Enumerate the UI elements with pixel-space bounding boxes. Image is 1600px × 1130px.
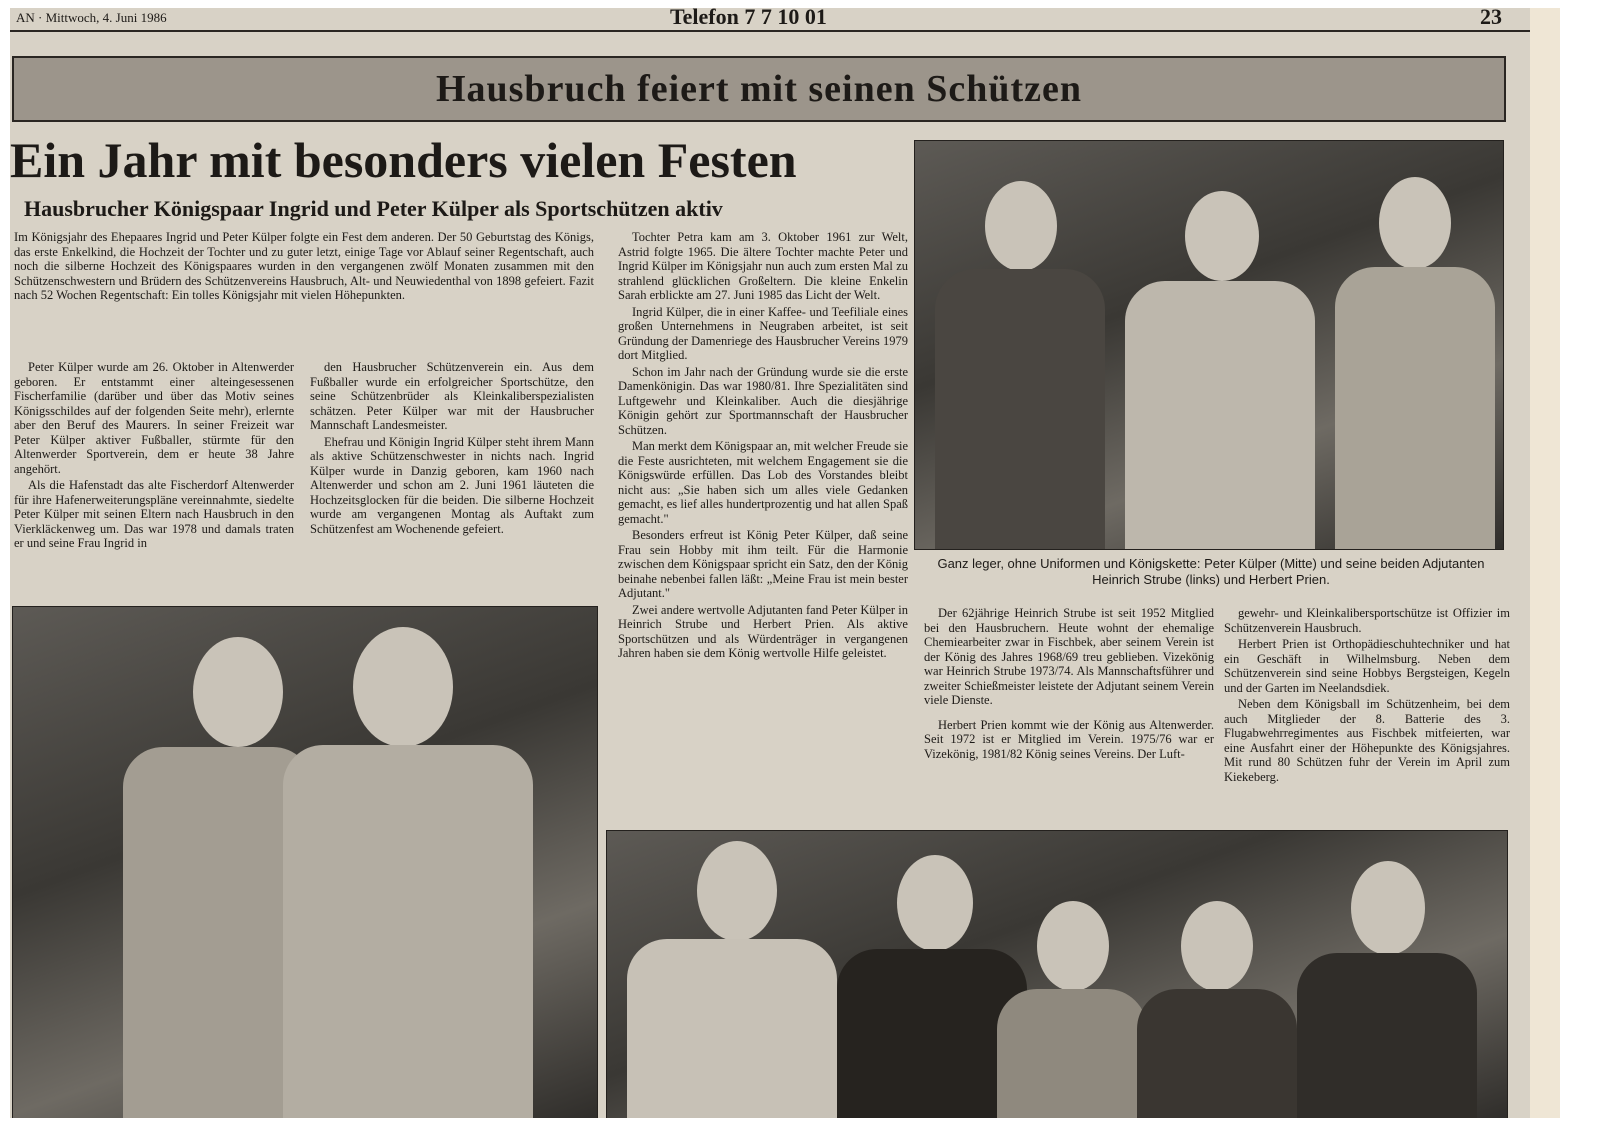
person-figure <box>1125 191 1315 549</box>
paragraph: gewehr- und Kleinkalibersportschütze ist Offizier im Schützenverein Hausbruch. <box>1224 606 1510 635</box>
photo-royal-couple <box>12 606 598 1118</box>
text-column-1 <box>14 360 294 590</box>
paragraph: Herbert Prien kommt wie der König aus Altenwerder. Seit 1972 ist er Mitglied im Verein. 1975/76 war er Vizekönig, 1981/82 König seines Vereins. Der Luft- <box>924 717 1214 761</box>
paper-edge <box>1530 8 1560 1118</box>
person-figure <box>1297 861 1477 1118</box>
person-figure <box>1335 177 1495 549</box>
paragraph: Als die Hafenstadt das alte Fischerdorf Altenwerder für ihre Hafenerweiterungspläne vereinnahmte, siedelte Peter Külper mit seinen Eltern nach Hausbruch in den Vierkläckenweg um. Das war 1978 und damals traten er und seine Frau Ingrid in <box>14 478 294 550</box>
person-figure <box>997 901 1147 1118</box>
section-banner: Hausbruch feiert mit seinen Schützen <box>12 56 1506 122</box>
newspaper-page <box>10 8 1530 1118</box>
person-figure <box>935 181 1105 549</box>
photo-caption: Ganz leger, ohne Uniformen und Königskette: Peter Külper (Mitte) und seine beiden Adjutanten Heinrich Strube (links) und Herbert Prien. <box>937 556 1485 587</box>
paragraph: Ingrid Külper, die in einer Kaffee- und Teefiliale eines großen Unternehmens in Neugraben arbeitet, ist seit Gründung der Damenriege des Hausbrucher Vereins 1979 dort Mitglied. <box>618 304 908 362</box>
article-intro: Im Königsjahr des Ehepaares Ingrid und Peter Külper folgte ein Fest dem anderen. Der 50 Geburtstag des Königs, das erste Enkelkind, die Hochzeit der Tochter und zu guter letzt, einige Tage vor Ablauf seiner Regentschaft, auch noch die silberne Hochzeit des Königspaares wurden in den vergangenen zwölf Monaten zusammen mit den Schützenschwestern und Brüdern des Schützenvereins Hausbruch, Alt- und Neuwiedenthal von 1898 gefeiert. Fazit nach 52 Wochen Regentschaft: Ein tolles Königsjahr mit vielen Höhepunkten. <box>14 230 594 302</box>
paragraph: Besonders erfreut ist König Peter Külper, daß seine Frau sein Hobby mit ihm teilt. Für die Harmonie zwischen dem Königspaar spricht ein Satz, den der König beinahe nebenbei fallen läßt: „Meine Frau ist mein bester Adjutant." <box>618 528 908 600</box>
text-column-3 <box>618 230 908 830</box>
text-column-5 <box>1224 606 1510 826</box>
person-figure <box>283 627 533 1118</box>
person-figure <box>627 841 837 1118</box>
paragraph: Zwei andere wertvolle Adjutanten fand Peter Külper in Heinrich Strube und Herbert Prien. Als aktive Sportschützen und als Würdenträger in vergangenen Jahren haben sie dem König wertvolle Hilfe geleistet. <box>618 602 908 660</box>
text-column-4 <box>924 606 1214 826</box>
paragraph: den Hausbrucher Schützenverein ein. Aus dem Fußballer wurde ein erfolgreicher Sportschütze, den seine Schützenbrüder als Kleinkaliberspezialisten schätzen. Peter Külper war mit der Hausbrucher Mannschaft Landesmeister. <box>310 360 594 432</box>
running-head <box>10 8 1530 32</box>
paragraph: Tochter Petra kam am 3. Oktober 1961 zur Welt, Astrid folgte 1965. Die ältere Tochter machte Peter und Ingrid Külper im Königsjahr nun auch zum ersten Mal zu strahlend glücklichen Großeltern. Die kleine Enkelin Sarah erblickte am 27. Juni 1985 das Licht der Welt. <box>618 230 908 302</box>
photo-three-men <box>914 140 1504 550</box>
paragraph: Ehefrau und Königin Ingrid Külper steht ihrem Mann als aktive Schützenschwester in nichts nach. Ingrid Külper wurde in Danzig geboren, kam 1960 nach Altenwerder und schon am 2. Juni 1961 läuteten die Hochzeitsglocken für die beiden. Die silberne Hochzeit wurde am vergangenen Montag als Auftakt zum Schützenfest am Wochenende gefeiert. <box>310 434 594 536</box>
page-number: 23 <box>1480 8 1502 29</box>
article-subheadline: Hausbrucher Königspaar Ingrid und Peter Külper als Sportschützen aktiv <box>24 196 723 221</box>
photo-group-uniforms <box>606 830 1508 1118</box>
issue-date: AN · Mittwoch, 4. Juni 1986 <box>16 10 167 25</box>
article-headline: Ein Jahr mit besonders vielen Festen <box>10 132 797 188</box>
text-column-2 <box>310 360 594 590</box>
paragraph: Schon im Jahr nach der Gründung wurde sie die erste Damenkönigin. Das war 1980/81. Ihre Spezialitäten sind Luftgewehr und Kleinkaliber. Auch die diesjährige Königin gehört zur Sportmannschaft der Hausbrucher Schützen. <box>618 364 908 437</box>
phone-number: Telefon 7 7 10 01 <box>670 8 827 29</box>
paragraph: Neben dem Königsball im Schützenheim, bei dem auch Mitglieder der 8. Batterie des 3. Flugabwehrregimentes aus Fischbek mitfeierten, war eine Ausfahrt einer der Höhepunkte des Königsjahres. Mit rund 80 Schützen fuhr der Verein im April zum Kiekeberg. <box>1224 697 1510 784</box>
paragraph: Der 62jährige Heinrich Strube ist seit 1952 Mitglied bei den Hausbruchern. Heute wohnt der ehemalige Chemiearbeiter zwar in Fischbek, aber seinem Verein ist der König des Jahres 1968/69 treu geblieben. Vizekönig war Heinrich Strube 1973/74. Als Mannschaftsführer und zweiter Schießmeister leistete der Adjutant seinem Verein viele Dienste. <box>924 606 1214 707</box>
paragraph: Peter Külper wurde am 26. Oktober in Altenwerder geboren. Er entstammt einer alteingesessenen Fischerfamilie (darüber und über das Motiv seines Königsschildes auf der folgenden Seite mehr), erlernte aber den Beruf des Maurers. In seiner Freizeit war Peter Külper aktiver Fußballer, stürmte für den Altenwerder Sportverein, dem er heute 38 Jahre angehört. <box>14 360 294 476</box>
paragraph: Man merkt dem Königspaar an, mit welcher Freude sie die Feste ausrichteten, mit welchem Engagement sie die Königswürde erfüllen. Das Lob des Vorstandes bleibt nicht aus: „Sie haben sich um alles viele Gedanken gemacht, es lief alles hundertprozentig und hat allen Spaß gemacht." <box>618 439 908 526</box>
person-figure <box>1137 901 1297 1118</box>
paragraph: Herbert Prien ist Orthopädieschuhtechniker und hat ein Geschäft in Wilhelmsburg. Neben dem Schützenverein sind seine Hobbys Bergsteigen, Kegeln und der Garten im Neelandsdiek. <box>1224 637 1510 695</box>
